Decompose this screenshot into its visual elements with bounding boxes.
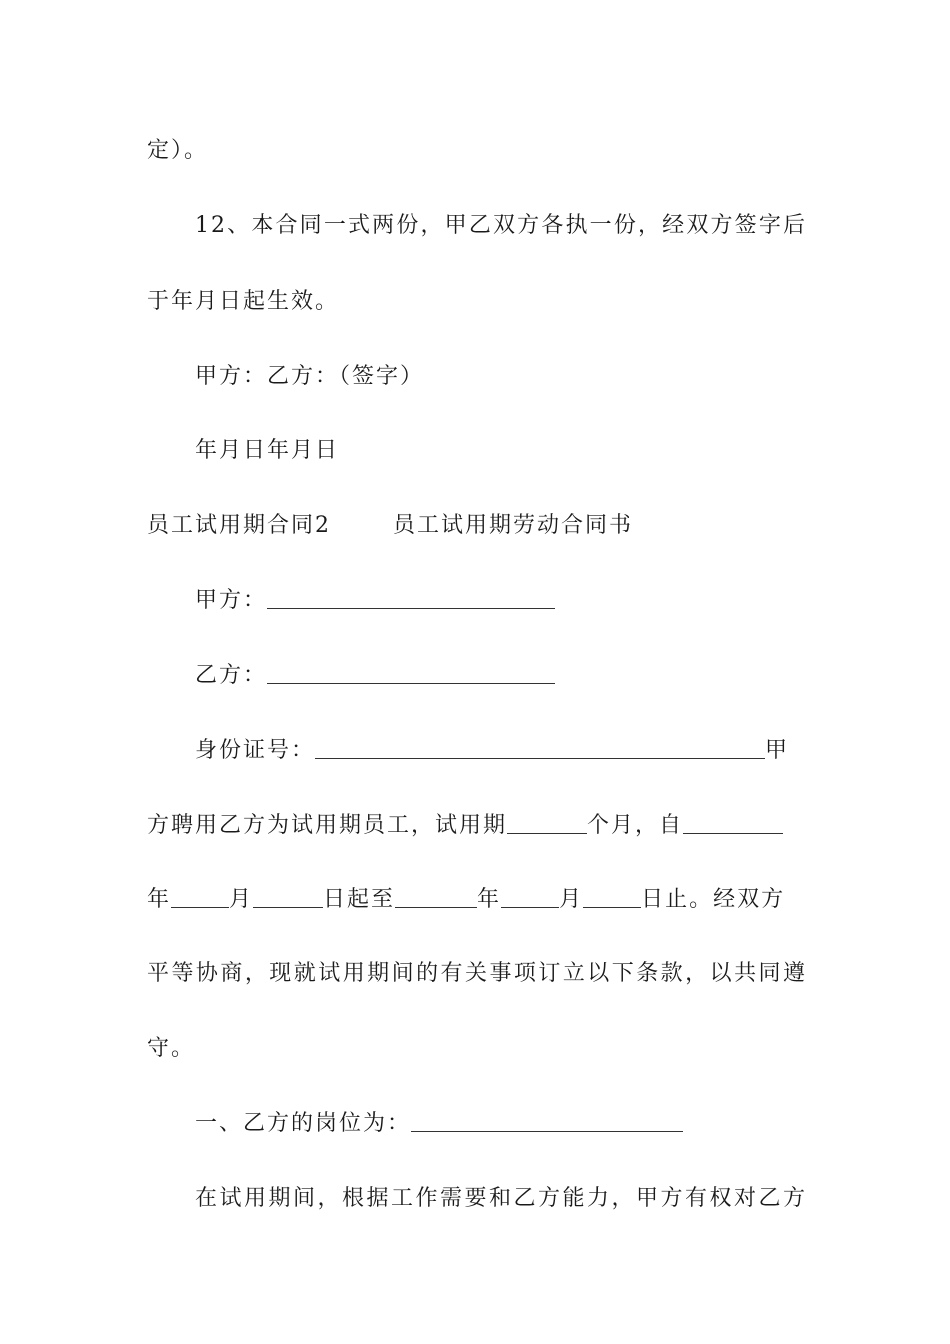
text-line <box>195 362 807 392</box>
text-line <box>147 811 807 841</box>
start-year-blank <box>683 811 783 834</box>
position-line <box>195 1109 807 1139</box>
section-title-text: 员工试用期合同2 <box>147 513 331 538</box>
text: 个月，自 <box>587 813 684 838</box>
position-blank <box>411 1109 683 1132</box>
text-line: 12、本合同一式两份，甲乙双方各执一份，经双方签字后 <box>195 213 807 238</box>
position-label: 一、乙方的岗位为： <box>195 1111 412 1136</box>
text: 定）。 <box>147 138 209 163</box>
text-line: 平等协商，现就试用期间的有关事项订立以下条款，以共同遵 <box>147 961 807 986</box>
id-number-label: 身份证号： <box>195 738 316 763</box>
start-day-blank <box>253 885 323 908</box>
text: 守。 <box>147 1036 196 1061</box>
start-month-blank <box>171 885 229 908</box>
text: 甲 <box>765 738 790 763</box>
months-blank <box>507 811 587 834</box>
text: 月 <box>229 887 254 912</box>
end-day-blank <box>583 885 641 908</box>
text: 年 <box>477 887 502 912</box>
party-b-blank <box>267 661 555 684</box>
party-b-line <box>195 661 807 691</box>
text: 年 <box>147 887 172 912</box>
date-line: 年月日年月日 <box>195 438 340 463</box>
party-a-line <box>195 586 807 616</box>
id-number-line <box>195 736 807 766</box>
text-line <box>147 136 807 166</box>
text: 月 <box>559 887 584 912</box>
end-month-blank <box>501 885 559 908</box>
text: 日起至 <box>323 887 396 912</box>
text-line <box>147 1034 807 1064</box>
end-year-blank <box>395 885 477 908</box>
text-line: 在试用期间，根据工作需要和乙方能力，甲方有权对乙方 <box>195 1186 807 1211</box>
id-number-blank <box>315 736 765 759</box>
text-line <box>195 436 807 466</box>
party-a-label: 甲方： <box>195 588 268 613</box>
signature-line: 甲方：乙方：（签字） <box>195 364 425 389</box>
text: 于年月日起生效。 <box>147 289 340 314</box>
text: 日止。经双方 <box>641 887 786 912</box>
text-line <box>147 287 807 317</box>
party-a-blank <box>267 586 555 609</box>
party-b-label: 乙方： <box>195 663 268 688</box>
section-title <box>147 511 807 541</box>
text: 方聘用乙方为试用期员工，试用期 <box>147 813 508 838</box>
contract-title-text: 员工试用期劳动合同书 <box>393 513 634 538</box>
text-line <box>147 885 807 915</box>
